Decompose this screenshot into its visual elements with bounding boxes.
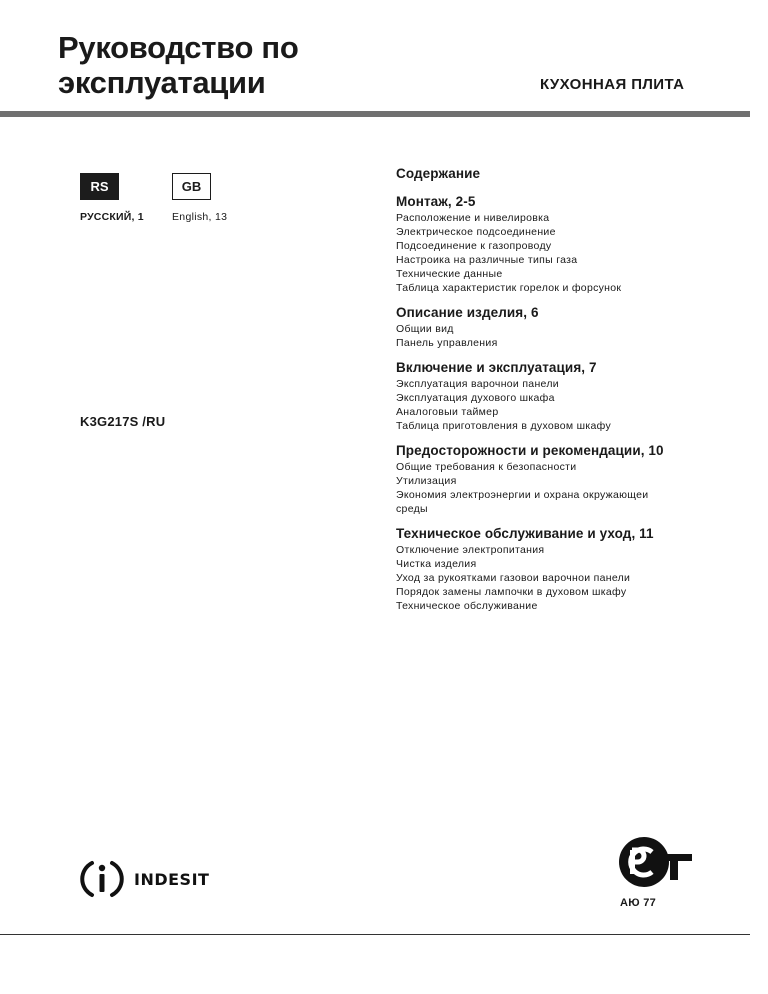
toc-section-description — [396, 304, 736, 350]
toc-item: Утилизация — [396, 475, 457, 487]
toc-item: Порядок замены лампочки в духовом шкафу — [396, 586, 627, 598]
model-number: K3G217S /RU — [80, 414, 166, 429]
toc-item: Технические данные — [396, 268, 503, 280]
toc-item: Эксплуатация духового шкафа — [396, 392, 555, 404]
toc-section-title: Техническое обслуживание и уход, 11 — [396, 526, 654, 541]
toc-item: Экономия электроэнергии и охрана окружающеи — [396, 489, 649, 501]
toc-item: Подсоединение к газопроводу — [396, 240, 552, 252]
toc-section-title: Включение и эксплуатация, 7 — [396, 360, 597, 375]
product-type: КУХОННАЯ ПЛИТА — [540, 76, 685, 93]
certification-code: АЮ 77 — [620, 897, 657, 909]
title-line-1: Руководство по — [58, 30, 299, 65]
brand-name: indesit — [134, 865, 210, 891]
toc-item: Уход за рукоятками газовои варочнои панели — [396, 572, 631, 584]
toc-section-title: Монтаж, 2-5 — [396, 194, 476, 209]
toc-item: Электрическое подсоединение — [396, 226, 556, 238]
header-divider — [0, 111, 750, 117]
footer-divider — [0, 934, 750, 935]
language-badge-gb[interactable]: GB — [172, 173, 211, 200]
toc-item: Эксплуатация варочнои панели — [396, 378, 559, 390]
table-of-contents — [396, 166, 736, 622]
toc-item: Таблица приготовления в духовом шкафу — [396, 420, 612, 432]
language-badge-rs[interactable]: RS — [80, 173, 119, 200]
toc-item: Общии вид — [396, 323, 454, 335]
toc-heading: Содержание — [396, 166, 481, 181]
toc-section-installation — [396, 193, 736, 295]
toc-section-precautions — [396, 442, 736, 516]
toc-item: Чистка изделия — [396, 558, 477, 570]
toc-item: Расположение и нивелировка — [396, 212, 550, 224]
toc-item: Таблица характеристик горелок и форсунок — [396, 282, 622, 294]
toc-section-title: Предосторожности и рекомендации, 10 — [396, 443, 664, 458]
toc-item: Аналоговыи таймер — [396, 406, 499, 418]
toc-section-title: Описание изделия, 6 — [396, 305, 539, 320]
language-label-rs: РУССКИЙ, 1 — [80, 211, 144, 223]
brand-logo — [80, 857, 270, 901]
title-line-2: эксплуатации — [58, 65, 266, 100]
toc-section-operation — [396, 359, 736, 433]
toc-item: среды — [396, 503, 428, 515]
indesit-logo-icon — [80, 857, 128, 901]
toc-section-maintenance — [396, 525, 736, 613]
language-label-gb: English, 13 — [172, 211, 228, 223]
toc-item: Общие требования к безопасности — [396, 461, 577, 473]
toc-item: Отключение электропитания — [396, 544, 545, 556]
toc-item: Техническое обслуживание — [396, 600, 538, 612]
toc-item: Панель управления — [396, 337, 498, 349]
rst-certification-icon — [618, 836, 694, 888]
page-title — [58, 30, 299, 100]
toc-item: Настроика на различные типы газа — [396, 254, 578, 266]
